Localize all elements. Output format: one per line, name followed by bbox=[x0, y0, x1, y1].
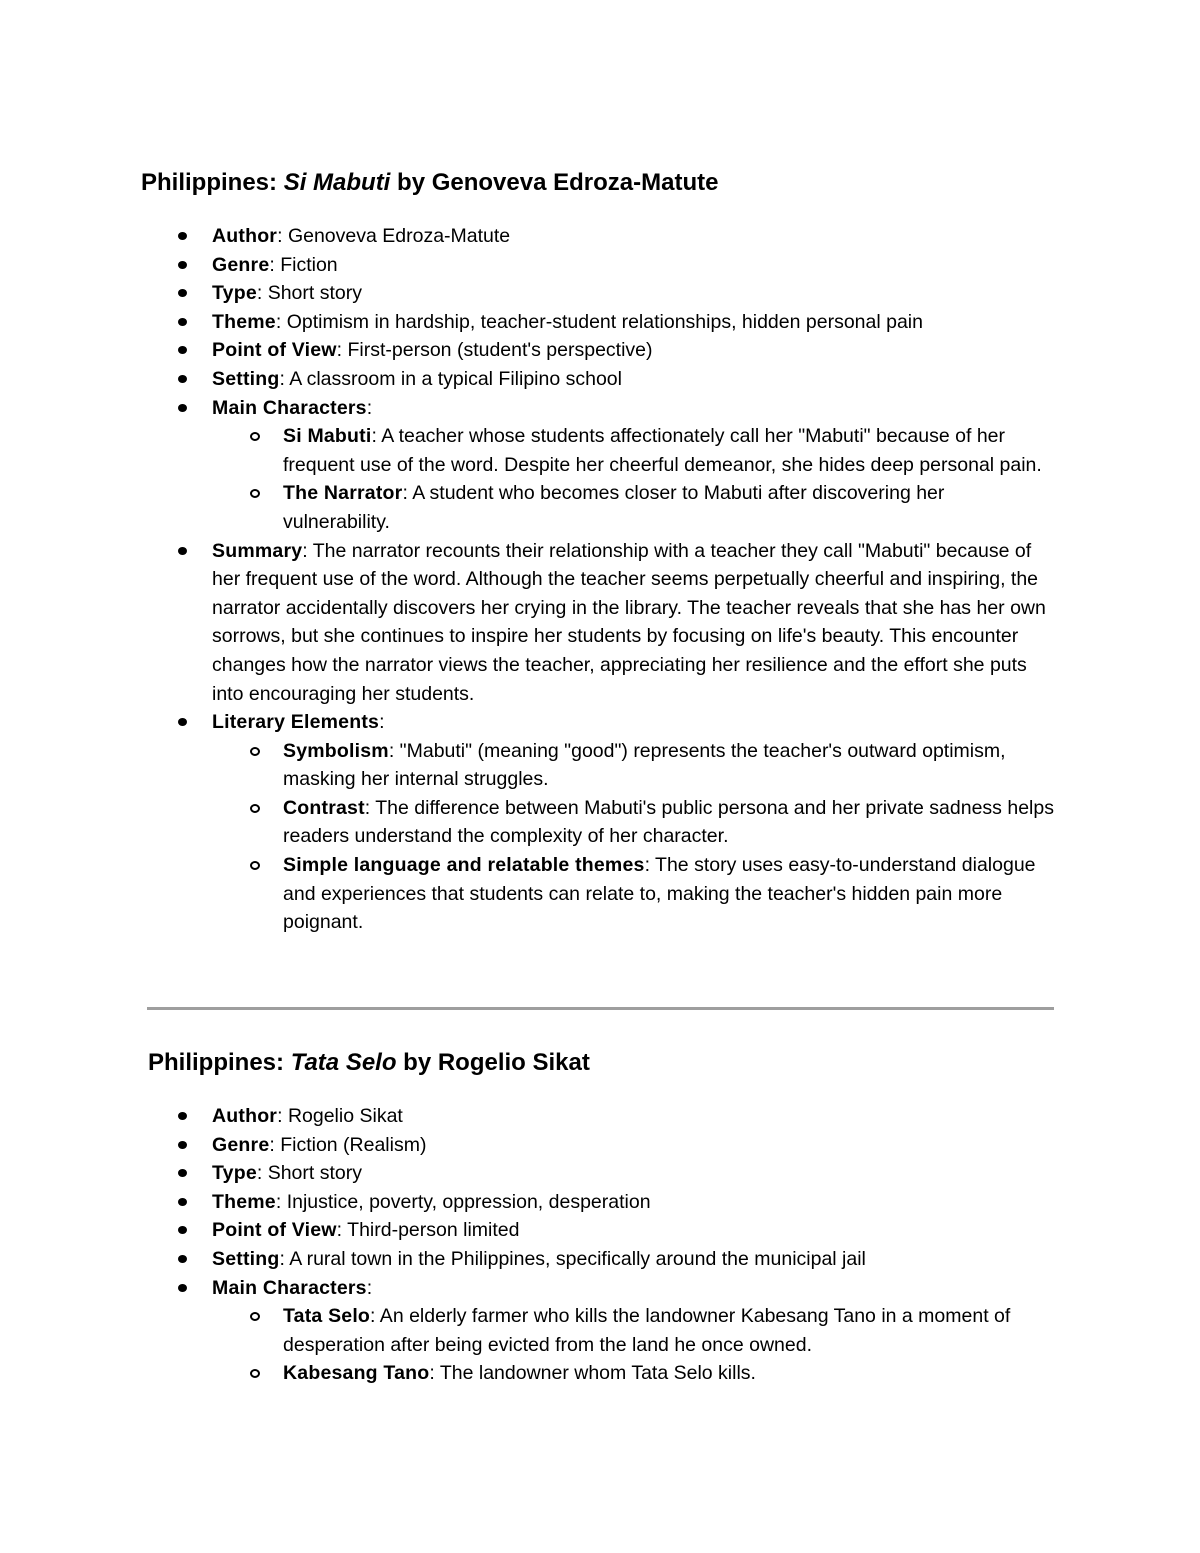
list-item-type: Type: Short story bbox=[0, 1159, 1057, 1188]
horizontal-divider bbox=[147, 1007, 1054, 1010]
bullet-icon bbox=[178, 375, 187, 383]
bullet-icon bbox=[178, 404, 187, 412]
character-si-mabuti: Si Mabuti: A teacher whose students affectionately call her "Mabuti" because of her frequent use of the word. Despite her cheerful demeanor, she hides deep personal pain. bbox=[212, 422, 1055, 479]
character-narrator: The Narrator: A student who becomes closer to Mabuti after discovering her vulnerability. bbox=[212, 479, 1055, 536]
bullet-icon bbox=[178, 1226, 187, 1234]
details-list bbox=[0, 222, 1200, 937]
bullet-icon bbox=[178, 1112, 187, 1120]
bullet-icon bbox=[178, 718, 187, 726]
circle-bullet-icon bbox=[250, 804, 260, 813]
list-item-setting: Setting: A classroom in a typical Filipino school bbox=[0, 365, 1057, 394]
story-title: Tata Selo bbox=[290, 1049, 397, 1076]
list-item-setting: Setting: A rural town in the Philippines, specifically around the municipal jail bbox=[0, 1245, 1057, 1274]
circle-bullet-icon bbox=[250, 432, 260, 441]
circle-bullet-icon bbox=[250, 861, 260, 870]
list-item-author: Author: Genoveva Edroza-Matute bbox=[0, 222, 1057, 251]
characters-list bbox=[212, 422, 1057, 536]
list-item-theme: Theme: Injustice, poverty, oppression, desperation bbox=[0, 1188, 1057, 1217]
bullet-icon bbox=[178, 232, 187, 240]
list-item-summary: Summary: The narrator recounts their relationship with a teacher they call "Mabuti" because of her frequent use of the word. Although the teacher seems perpetually cheerful and inspiring, the narrator accidentally discovers her crying in the library. The teacher reveals that she has her own sorrows, but she continues to inspire her students by focusing on life's beauty. This encounter changes how the narrator views the teacher, appreciating her resilience and the effort she puts into encouraging her students. bbox=[0, 537, 1057, 709]
circle-bullet-icon bbox=[250, 1369, 260, 1378]
bullet-icon bbox=[178, 1169, 187, 1177]
list-item-point-of-view: Point of View: Third-person limited bbox=[0, 1216, 1057, 1245]
section-heading: Philippines: Tata Selo by Rogelio Sikat bbox=[148, 1049, 590, 1076]
bullet-icon bbox=[178, 318, 187, 326]
element-contrast: Contrast: The difference between Mabuti's public persona and her private sadness helps readers understand the complexity of her character. bbox=[212, 794, 1055, 851]
element-symbolism: Symbolism: "Mabuti" (meaning "good") represents the teacher's outward optimism, masking her internal struggles. bbox=[212, 737, 1055, 794]
character-tata-selo: Tata Selo: An elderly farmer who kills the landowner Kabesang Tano in a moment of desperation after being evicted from the land he once owned. bbox=[212, 1302, 1055, 1359]
bullet-icon bbox=[178, 289, 187, 297]
list-item-author: Author: Rogelio Sikat bbox=[0, 1102, 1057, 1131]
list-item-point-of-view: Point of View: First-person (student's perspective) bbox=[0, 336, 1057, 365]
bullet-icon bbox=[178, 346, 187, 354]
section-heading: Philippines: Si Mabuti by Genoveva Edroza-Matute bbox=[141, 169, 719, 196]
bullet-icon bbox=[178, 1141, 187, 1149]
circle-bullet-icon bbox=[250, 1312, 260, 1321]
bullet-icon bbox=[178, 1284, 187, 1292]
story-title: Si Mabuti bbox=[283, 169, 391, 196]
bullet-icon bbox=[178, 1255, 187, 1263]
circle-bullet-icon bbox=[250, 489, 260, 498]
section-tata-selo bbox=[0, 1046, 1200, 1388]
literary-elements-list bbox=[212, 737, 1057, 937]
list-item-literary-elements: Literary Elements: Symbolism: "Mabuti" (meaning "good") represents the teacher's outward optimism, masking her internal struggles. Contrast: The difference between Mabuti's public persona and her private sadness helps readers understand the complexity of her character. Simple language and relatable themes: The story uses easy-to-understand dialogue and experiences that students can relate to, making the teacher's hidden pain more poignant. bbox=[0, 708, 1057, 937]
circle-bullet-icon bbox=[250, 747, 260, 756]
list-item-main-characters: Main Characters: Si Mabuti: A teacher whose students affectionately call her "Mabuti" because of her frequent use of the word. Despite her cheerful demeanor, she hides deep personal pain. The Narrator: A student who becomes closer to Mabuti after discovering her vulnerability. bbox=[0, 394, 1057, 537]
characters-list bbox=[212, 1302, 1057, 1388]
list-item-genre: Genre: Fiction bbox=[0, 251, 1057, 280]
bullet-icon bbox=[178, 261, 187, 269]
bullet-icon bbox=[178, 547, 187, 555]
list-item-theme: Theme: Optimism in hardship, teacher-student relationships, hidden personal pain bbox=[0, 308, 1057, 337]
list-item-main-characters: Main Characters: Tata Selo: An elderly farmer who kills the landowner Kabesang Tano in a moment of desperation after being evicted from the land he once owned. Kabesang Tano: The landowner whom Tata Selo kills. bbox=[0, 1274, 1057, 1388]
character-kabesang-tano: Kabesang Tano: The landowner whom Tata Selo kills. bbox=[212, 1359, 1055, 1388]
details-list bbox=[0, 1102, 1200, 1388]
bullet-icon bbox=[178, 1198, 187, 1206]
element-simple-language: Simple language and relatable themes: The story uses easy-to-understand dialogue and experiences that students can relate to, making the teacher's hidden pain more poignant. bbox=[212, 851, 1055, 937]
list-item-genre: Genre: Fiction (Realism) bbox=[0, 1131, 1057, 1160]
list-item-type: Type: Short story bbox=[0, 279, 1057, 308]
section-si-mabuti bbox=[0, 166, 1200, 937]
